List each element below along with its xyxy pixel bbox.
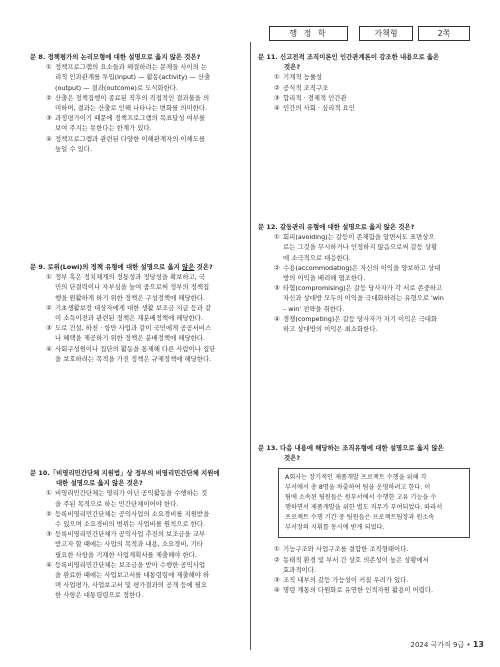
option-2: ② 수용(accommodating)은 자신의 이익을 양보하고 상대 방의 이익을 배려해 협조한다. — [274, 263, 441, 283]
option-3: ③ 합리적 · 경제적 인간관 — [274, 93, 347, 102]
option-number: ① — [46, 63, 52, 72]
option-1: ① 비영리민간단체는 영리가 아닌 공익활동을 수행하는 것 을 주된 목적으로 하는 민간단체이어야 한다. — [46, 489, 208, 508]
stem-text: 문 11. 신고전적 조직이론인 인간관계론이 강조한 내용으로 옳은 것은? — [258, 53, 440, 72]
option-2: ② 등록비영리민간단체는 공익사업의 소요경비를 지원받을 수 있으며 소요경비의 범위는 사업비를 원칙으로 한다. — [46, 509, 210, 529]
question-13-options — [258, 544, 474, 595]
option-4: ④ 명령 계통의 다원화로 유연한 인적자원 활용이 어렵다. — [274, 586, 434, 595]
option-number: ② — [274, 555, 280, 564]
option-2: ② 동태적 환경 및 부서 간 상호 의존성이 높은 상황에서 효과적이다. — [274, 555, 429, 574]
option-number: ③ — [274, 93, 280, 102]
question-11-options — [258, 72, 474, 113]
question-13 — [258, 443, 474, 595]
option-4: ④ 정책프로그램과 관련된 다양한 이해관계자의 이해도를 높일 수 있다. — [46, 134, 206, 153]
option-2: ② 산출은 정책집행이 종료된 직후의 직접적인 결과물을 의 미하며, 결과는 산출로 인해 나타나는 변화를 의미한다. — [46, 93, 210, 113]
page-version-label: 2쪽 — [418, 26, 470, 41]
option-number: ④ — [274, 314, 280, 323]
option-number: ② — [274, 263, 280, 272]
option-number: ③ — [46, 530, 52, 539]
option-number: ② — [46, 303, 52, 312]
option-4: ④ 인간의 사회 · 심리적 요인 — [274, 104, 355, 113]
option-number: ③ — [46, 324, 52, 333]
question-13-stem — [258, 443, 474, 463]
option-number: ① — [46, 273, 52, 282]
question-10 — [30, 468, 246, 601]
question-10-stem — [30, 468, 246, 488]
subject-label: 행 정 학 — [269, 26, 348, 41]
option-1: ① 기계적 능률성 — [274, 73, 323, 82]
option-4: ④ 사회구성원이나 집단의 활동을 통제해 다른 사람이나 집단 을 보호하려는 목적을 가진 정책은 규제정책에 해당한다. — [46, 344, 216, 363]
option-number: ① — [274, 545, 280, 554]
option-number: ④ — [274, 104, 280, 113]
option-1: ① 정책프로그램의 요소들과 해결하려는 문제들 사이의 논 리적 인과관계를 투입(input) — 활동(activity) — 산출 (output) — 결과(outcome)로 도식화한다. — [46, 63, 211, 92]
question-11-stem — [258, 52, 474, 72]
question-8-options — [30, 62, 246, 154]
question-10-options — [30, 488, 246, 600]
option-number: ② — [46, 509, 52, 518]
option-number: ① — [274, 233, 280, 242]
footer-exam-label: 2024 국가직 9급 — [410, 641, 465, 649]
stem-text: 문 13. 다음 내용에 해당하는 조직유형에 대한 설명으로 옳지 않은 것은? — [258, 444, 444, 463]
option-number: ② — [46, 93, 52, 102]
option-1: ① 기능구조와 사업구조를 결합한 조직형태이다. — [274, 545, 409, 554]
stem-text: 문 10.「비영리민간단체 지원법」상 정부의 비영리민간단체 지원에 대한 설명으로 옳지 않은 것은? — [30, 469, 220, 488]
option-number: ③ — [46, 114, 52, 123]
option-1: ① 회피(avoiding)는 갈등이 존재함을 알면서도 표면상으 로는 그것을 무시하거나 인정하지 않음으로써 갈등 상황 에 소극적으로 대응한다. — [274, 233, 438, 262]
option-3: ③ 등록비영리민간단체가 공익사업 추진의 보조금을 교부 받고자 할 때에는 사업의 목적과 내용, 소요경비, 기타 필요한 사항을 기재한 사업계획서를 제출해야 한다. — [46, 530, 206, 559]
column-divider — [250, 42, 251, 650]
option-4: ④ 등록비영리민간단체는 보조금을 받아 수행한 공익사업 을 완료한 때에는 사업보고서를 대통령령에 제출해야 하 며 사업평가, 사업보고서 및 평가결과의 공개 등에 필요 한 사항은 대통령령으로 정한다. — [46, 560, 210, 600]
option-3: ③ 타협(compromising)은 갈등 당사자가 각 서로 존중하고 자신과 상대방 모두의 이익을 극대화하려는 유형으로 'win – win' 전략을 취한다. — [274, 284, 444, 313]
option-number: ① — [274, 73, 280, 82]
option-number: ④ — [46, 560, 52, 569]
option-number: ③ — [274, 576, 280, 585]
option-3: ③ 도로 건설, 하천 · 항만 사업과 같이 국민에게 공공서비스 나 혜택을 제공하기 위한 정책은 분배정책에 해당한다. — [46, 324, 212, 343]
option-1: ① 정부 혹은 정치체계의 정통성과 정당성을 확보하고, 국 민의 단결력이나 자부심을 높여 줌으로써 정부의 정책집 행을 원활하게 하기 위한 정책은 구성정책에 해당한다. — [46, 273, 210, 302]
option-number: ④ — [46, 134, 52, 143]
option-3: ③ 조직 내부의 갈등 가능성이 커질 우려가 있다. — [274, 576, 409, 585]
question-9-stem: 문 9. 로위(Lowi)의 정책 유형에 대한 설명으로 옳지 않은 것은? — [30, 263, 213, 271]
option-4: ④ 경쟁(competing)은 갈등 당사자가 자기 이익은 극대화 하고 상대방의 이익은 최소화한다. — [274, 314, 438, 334]
option-number: ③ — [274, 284, 280, 293]
option-number: ② — [274, 83, 280, 92]
option-2: ② 공식적 조직구조 — [274, 83, 329, 92]
question-12 — [258, 222, 474, 334]
question-12-options — [258, 232, 474, 334]
question-12-stem: 문 12. 갈등관리 유형에 대한 설명으로 옳지 않은 것은? — [258, 223, 415, 231]
question-9-options — [30, 272, 246, 364]
question-11 — [258, 52, 474, 113]
booklet-type-label: 가책형 — [359, 26, 413, 41]
option-number: ① — [46, 489, 52, 498]
option-3: ③ 과정평가이기 때문에 정책프로그램의 목표달성 여부를 보여 주지는 못한다는 한계가 있다. — [46, 114, 206, 133]
question-9 — [30, 262, 246, 364]
option-2: ② 기초생활보장 대상자에게 대한 생활 보조금 지급 등과 같 이 소득이전과 관련된 정책은 재분배정책에 해당한다. — [46, 303, 212, 323]
question-8 — [30, 52, 246, 154]
page-footer: 2024 국가직 9급 • 13 — [410, 640, 484, 649]
question-13-scenario-box: A회사는 장기적인 제품개발 프로젝트 수행을 위해 각 부서에서 총 8명을 차출하여 팀을 운영하려고 한다. 이 팀에 소속된 팀원들은 원부서에서 수행한 고유 기능을 수 행하면서 제품개발을 위한 별도 직무가 부여되었다. 따라서 프로젝트 수행 기간 중 팀원들은 프로젝트팀장과 원소속 부서장의 지휘를 동시에 받게 되었다. — [278, 468, 470, 538]
page-number: 13 — [472, 640, 484, 649]
question-8-stem: 문 8. 정책평가의 논리모형에 대한 설명으로 옳지 않은 것은? — [30, 53, 201, 61]
option-number: ④ — [46, 344, 52, 353]
option-number: ④ — [274, 586, 280, 595]
